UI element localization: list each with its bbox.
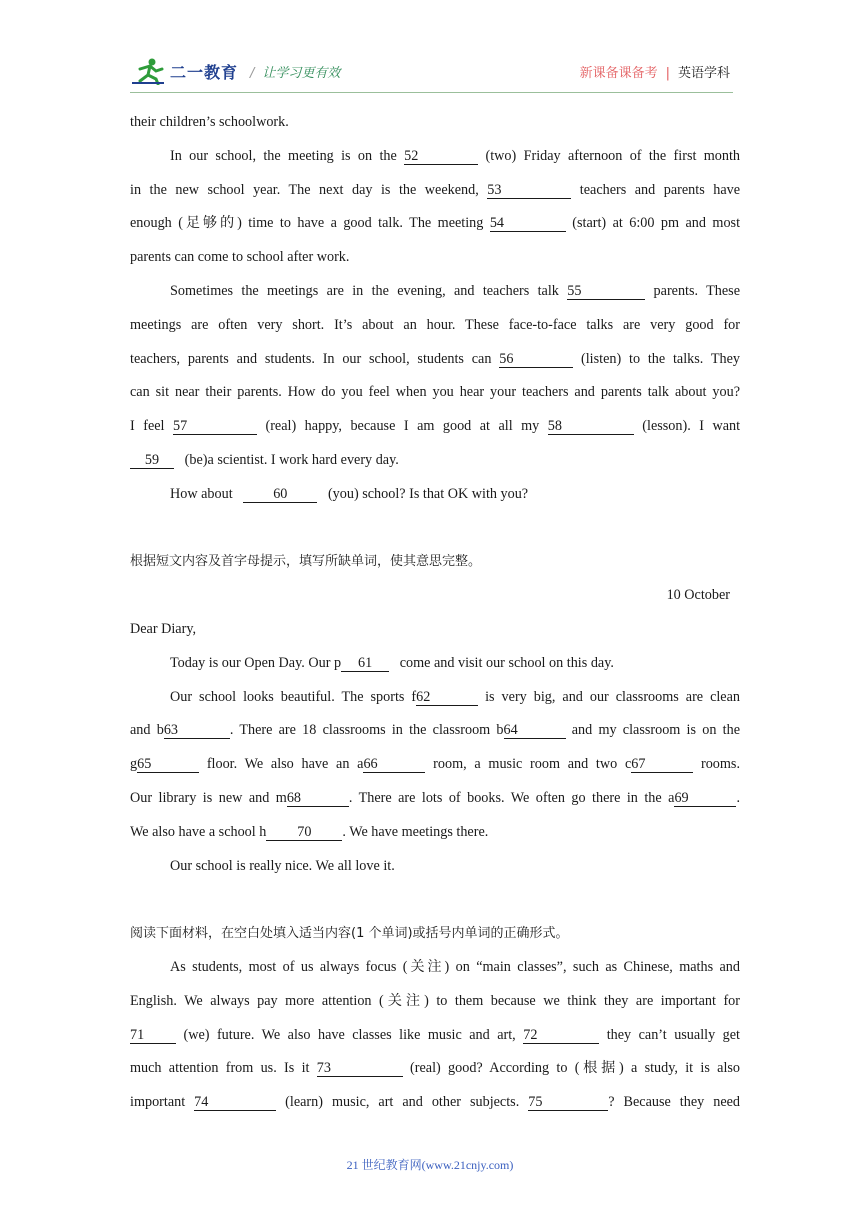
blank-72: 72 xyxy=(523,1028,599,1044)
text-line: Our school is really nice. We all love it. xyxy=(170,857,395,874)
blank-64: 64 xyxy=(504,723,566,739)
text-line: We also have a school h 70 . We have meetings there. xyxy=(130,823,489,840)
blank-56: 56 xyxy=(499,352,573,368)
text-line: I feel 57 (real) happy, because I am good at all my 58 (lesson). I want xyxy=(130,418,741,435)
text-line: English. We always pay more attention (关注) to them because we think they are important for xyxy=(130,992,740,1009)
blank-53: 53 xyxy=(487,183,571,199)
blank-52: 52 xyxy=(404,149,478,165)
blank-69: 69 xyxy=(674,791,736,807)
header-divider xyxy=(130,92,733,93)
text-line: Today is our Open Day. Our p 61 come and visit our school on this day. xyxy=(170,654,614,671)
text-line: in the new school year. The next day is the weekend, 53 teachers and parents have xyxy=(130,181,741,198)
blank-62: 62 xyxy=(416,690,478,706)
instruction: 阅读下面材料，在空白处填入适当内容(1 个单词)或括号内单词的正确形式。 xyxy=(130,926,569,942)
slogan-text: 让学习更有效 xyxy=(262,66,341,81)
course-tag: 新课备课备考 xyxy=(579,66,658,81)
diary-date: 10 October xyxy=(666,587,730,604)
text-line: In our school, the meeting is on the 52 (two) Friday afternoon of the first month xyxy=(170,147,741,164)
blank-75: 75 xyxy=(528,1095,608,1111)
blank-55: 55 xyxy=(567,284,645,300)
blank-67: 67 xyxy=(631,757,693,773)
blank-54: 54 xyxy=(490,216,566,232)
diary-greeting: Dear Diary, xyxy=(130,620,197,637)
text-line: much attention from us. Is it 73 (real) good? According to (根据) a study, it is also xyxy=(130,1060,741,1077)
text-line: Sometimes the meetings are in the evening, and teachers talk 55 parents. These xyxy=(170,282,741,299)
text-line: Our library is new and m68 . There are lots of books. We often go there in the a69 . xyxy=(130,789,740,806)
text-line: 59 (be)a scientist. I work hard every day. xyxy=(130,444,740,478)
header-tags: 新课备课备考 | 英语学科 xyxy=(579,66,730,81)
subject-tag: 英语学科 xyxy=(677,66,730,81)
logo xyxy=(130,56,238,86)
blank-68: 68 xyxy=(287,791,349,807)
text-line: 71 (we) future. We also have classes like music and art, 72 they can’t usually get xyxy=(130,1026,740,1043)
instruction: 根据短文内容及首字母提示，填写所缺单词，使其意思完整。 xyxy=(130,554,482,570)
page-header xyxy=(130,54,730,90)
blank-66: 66 xyxy=(363,757,425,773)
blank-59: 59 xyxy=(130,453,174,469)
text-line: can sit near their parents. How do you feel when you hear your teachers and parents talk about you? xyxy=(130,384,740,401)
blank-61: 61 xyxy=(341,656,389,672)
blank-71: 71 xyxy=(130,1028,176,1044)
document-body xyxy=(130,106,740,1120)
blank-58: 58 xyxy=(548,419,634,435)
text-line: As students, most of us always focus (关注) on “main classes”, such as Chinese, maths and xyxy=(170,958,740,975)
blank-73: 73 xyxy=(317,1061,403,1077)
blank-60: 60 xyxy=(243,487,317,503)
blank-65: 65 xyxy=(137,757,199,773)
text-line: meetings are often very short. It’s about an hour. These face-to-face talks are very good for xyxy=(130,316,740,333)
blank-57: 57 xyxy=(173,419,257,435)
text-line: g65 floor. We also have an a66 room, a music room and two c67 rooms. xyxy=(130,756,740,773)
text-line: important 74 (learn) music, art and other subjects. 75 ? Because they need xyxy=(130,1094,741,1111)
text-line: How about 60 (you) school? Is that OK with you? xyxy=(170,485,529,502)
text-line: and b63 . There are 18 classrooms in the classroom b64 and my classroom is on the xyxy=(130,722,740,739)
slogan: / 让学习更有效 xyxy=(250,66,341,81)
text-line: enough (足够的) time to have a good talk. The meeting 54 (start) at 6:00 pm and most xyxy=(130,215,741,232)
text-line: parents can come to school after work. xyxy=(130,249,350,266)
runner-logo-icon xyxy=(130,57,168,85)
text-line: teachers, parents and students. In our school, students can 56 (listen) to the talks. They xyxy=(130,350,740,367)
blank-63: 63 xyxy=(164,723,230,739)
page-footer: 21 世纪教育网(www.21cnjy.com) xyxy=(346,1158,514,1172)
blank-70: 70 xyxy=(266,825,342,841)
text-line: Our school looks beautiful. The sports f62 is very big, and our classrooms are clean xyxy=(170,688,740,705)
logo-text: 二一教育 xyxy=(170,62,239,82)
text-line: their children’s schoolwork. xyxy=(130,114,289,130)
blank-74: 74 xyxy=(194,1095,276,1111)
